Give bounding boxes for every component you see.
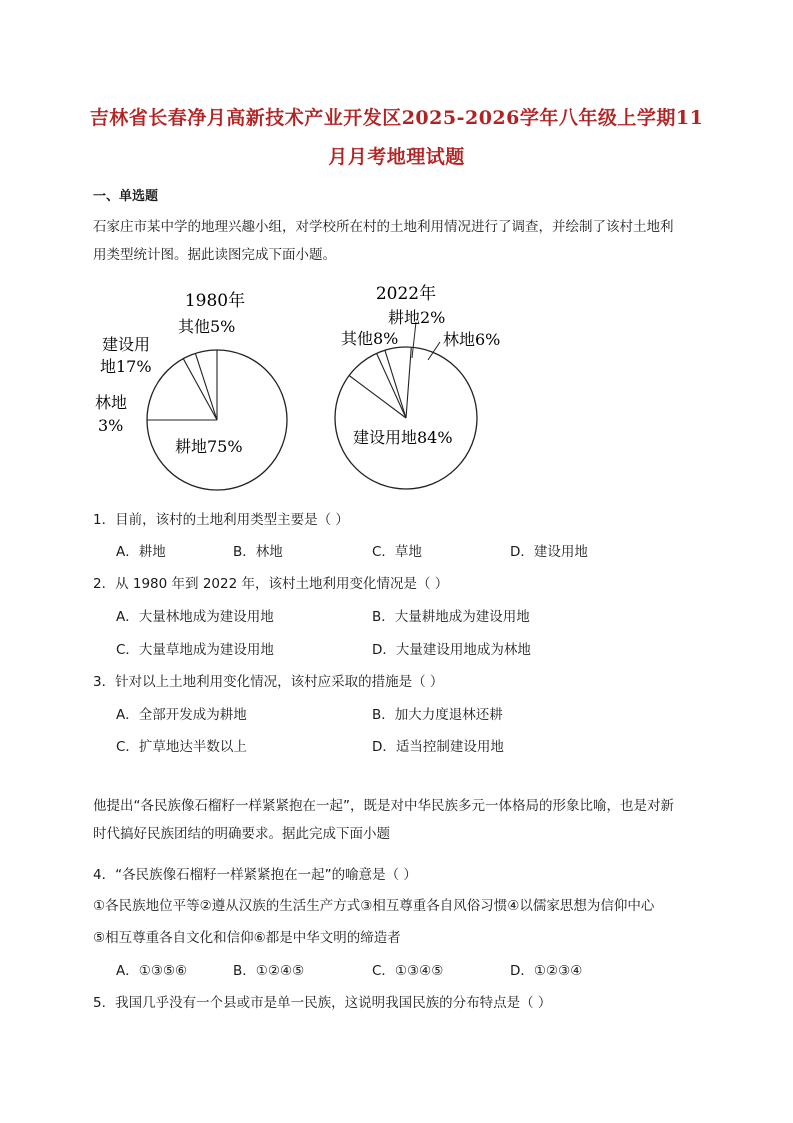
q3-option-a[interactable]: A．全部开发成为耕地 — [116, 707, 247, 723]
passage-2 — [93, 792, 708, 848]
chart-1980-title: 1980年 — [184, 291, 246, 311]
pie-2022-label-construction: 建设用地84% — [353, 428, 453, 447]
q4-option-c[interactable]: C．①③④⑤ — [372, 963, 444, 979]
passage-1 — [93, 213, 708, 269]
question-5: 5．我国几乎没有一个县或市是单一民族，这说明我国民族的分布特点是（ ） — [93, 995, 552, 1011]
pie-2022-label-forest: 林地6% — [443, 330, 501, 349]
pie-2022-label-other: 其他8% — [341, 329, 399, 348]
land-use-pie-charts — [0, 270, 793, 510]
q4-option-d[interactable]: D．①②③④ — [510, 963, 583, 979]
pie-1980-label-construction-line-1: 建设用 — [102, 335, 151, 354]
q1-option-c[interactable]: C．草地 — [372, 544, 422, 560]
passage-2-line-2: 时代搞好民族团结的明确要求。据此完成下面小题 — [93, 826, 390, 842]
section-heading: 一、单选题 — [93, 189, 159, 204]
question-4-statements-line-2: ⑤相互尊重各自文化和信仰⑥都是中华文明的缔造者 — [93, 930, 401, 946]
doc-title-line-1: 吉林省长春净月高新技术产业开发区2025-2026学年八年级上学期11 — [89, 107, 704, 129]
q4-option-b[interactable]: B．①②④⑤ — [233, 963, 305, 979]
pie-1980-label-forest-line-2: 3% — [98, 416, 124, 435]
passage-1-line-1: 石家庄市某中学的地理兴趣小组，对学校所在村的土地利用情况进行了调查，并绘制了该村土地利 — [93, 219, 674, 235]
passage-1-line-2: 用类型统计图。据此读图完成下面小题。 — [93, 247, 336, 263]
pie-1980-label-construction-line-2: 地17% — [100, 357, 152, 376]
question-4-statements-line-1: ①各民族地位平等②遵从汉族的生活生产方式③相互尊重各自风俗习惯④以儒家思想为信仰中心 — [93, 898, 655, 914]
pie-1980-label-farmland: 耕地75% — [175, 437, 243, 456]
pie-1980-label-other: 其他5% — [178, 317, 236, 336]
question-1: 1．目前，该村的土地利用类型主要是（ ） — [93, 512, 349, 528]
question-2: 2．从 1980 年到 2022 年，该村土地利用变化情况是（ ） — [93, 576, 449, 592]
q4-option-a[interactable]: A．①③⑤⑥ — [116, 963, 188, 979]
q2-option-d[interactable]: D．大量建设用地成为林地 — [372, 642, 531, 658]
pie-chart-2022 — [335, 283, 500, 489]
pie-2022-label-farmland: 耕地2% — [388, 308, 446, 327]
q1-option-b[interactable]: B．林地 — [233, 544, 283, 560]
question-3: 3．针对以上土地利用变化情况，该村应采取的措施是（ ） — [93, 674, 444, 690]
chart-2022-title: 2022年 — [375, 284, 437, 304]
pie-1980-label-forest-line-1: 林地 — [95, 393, 128, 412]
q3-option-c[interactable]: C．扩草地达半数以上 — [116, 739, 247, 755]
passage-2-line-1: 他提出“各民族像石榴籽一样紧紧抱在一起”，既是对中华民族多元一体格局的形象比喻，也是对新 — [93, 798, 674, 814]
q3-option-d[interactable]: D．适当控制建设用地 — [372, 739, 504, 755]
question-4: 4．“各民族像石榴籽一样紧紧抱在一起”的喻意是（ ） — [93, 867, 417, 883]
q1-option-d[interactable]: D．建设用地 — [510, 544, 588, 560]
q2-option-c[interactable]: C．大量草地成为建设用地 — [116, 642, 274, 658]
pie-chart-1980 — [95, 290, 287, 490]
q1-option-a[interactable]: A．耕地 — [116, 544, 166, 560]
q3-option-b[interactable]: B．加大力度退林还耕 — [372, 707, 503, 723]
q2-option-a[interactable]: A．大量林地成为建设用地 — [116, 609, 274, 625]
q2-option-b[interactable]: B．大量耕地成为建设用地 — [372, 609, 530, 625]
doc-title-line-2: 月月考地理试题 — [328, 146, 465, 168]
